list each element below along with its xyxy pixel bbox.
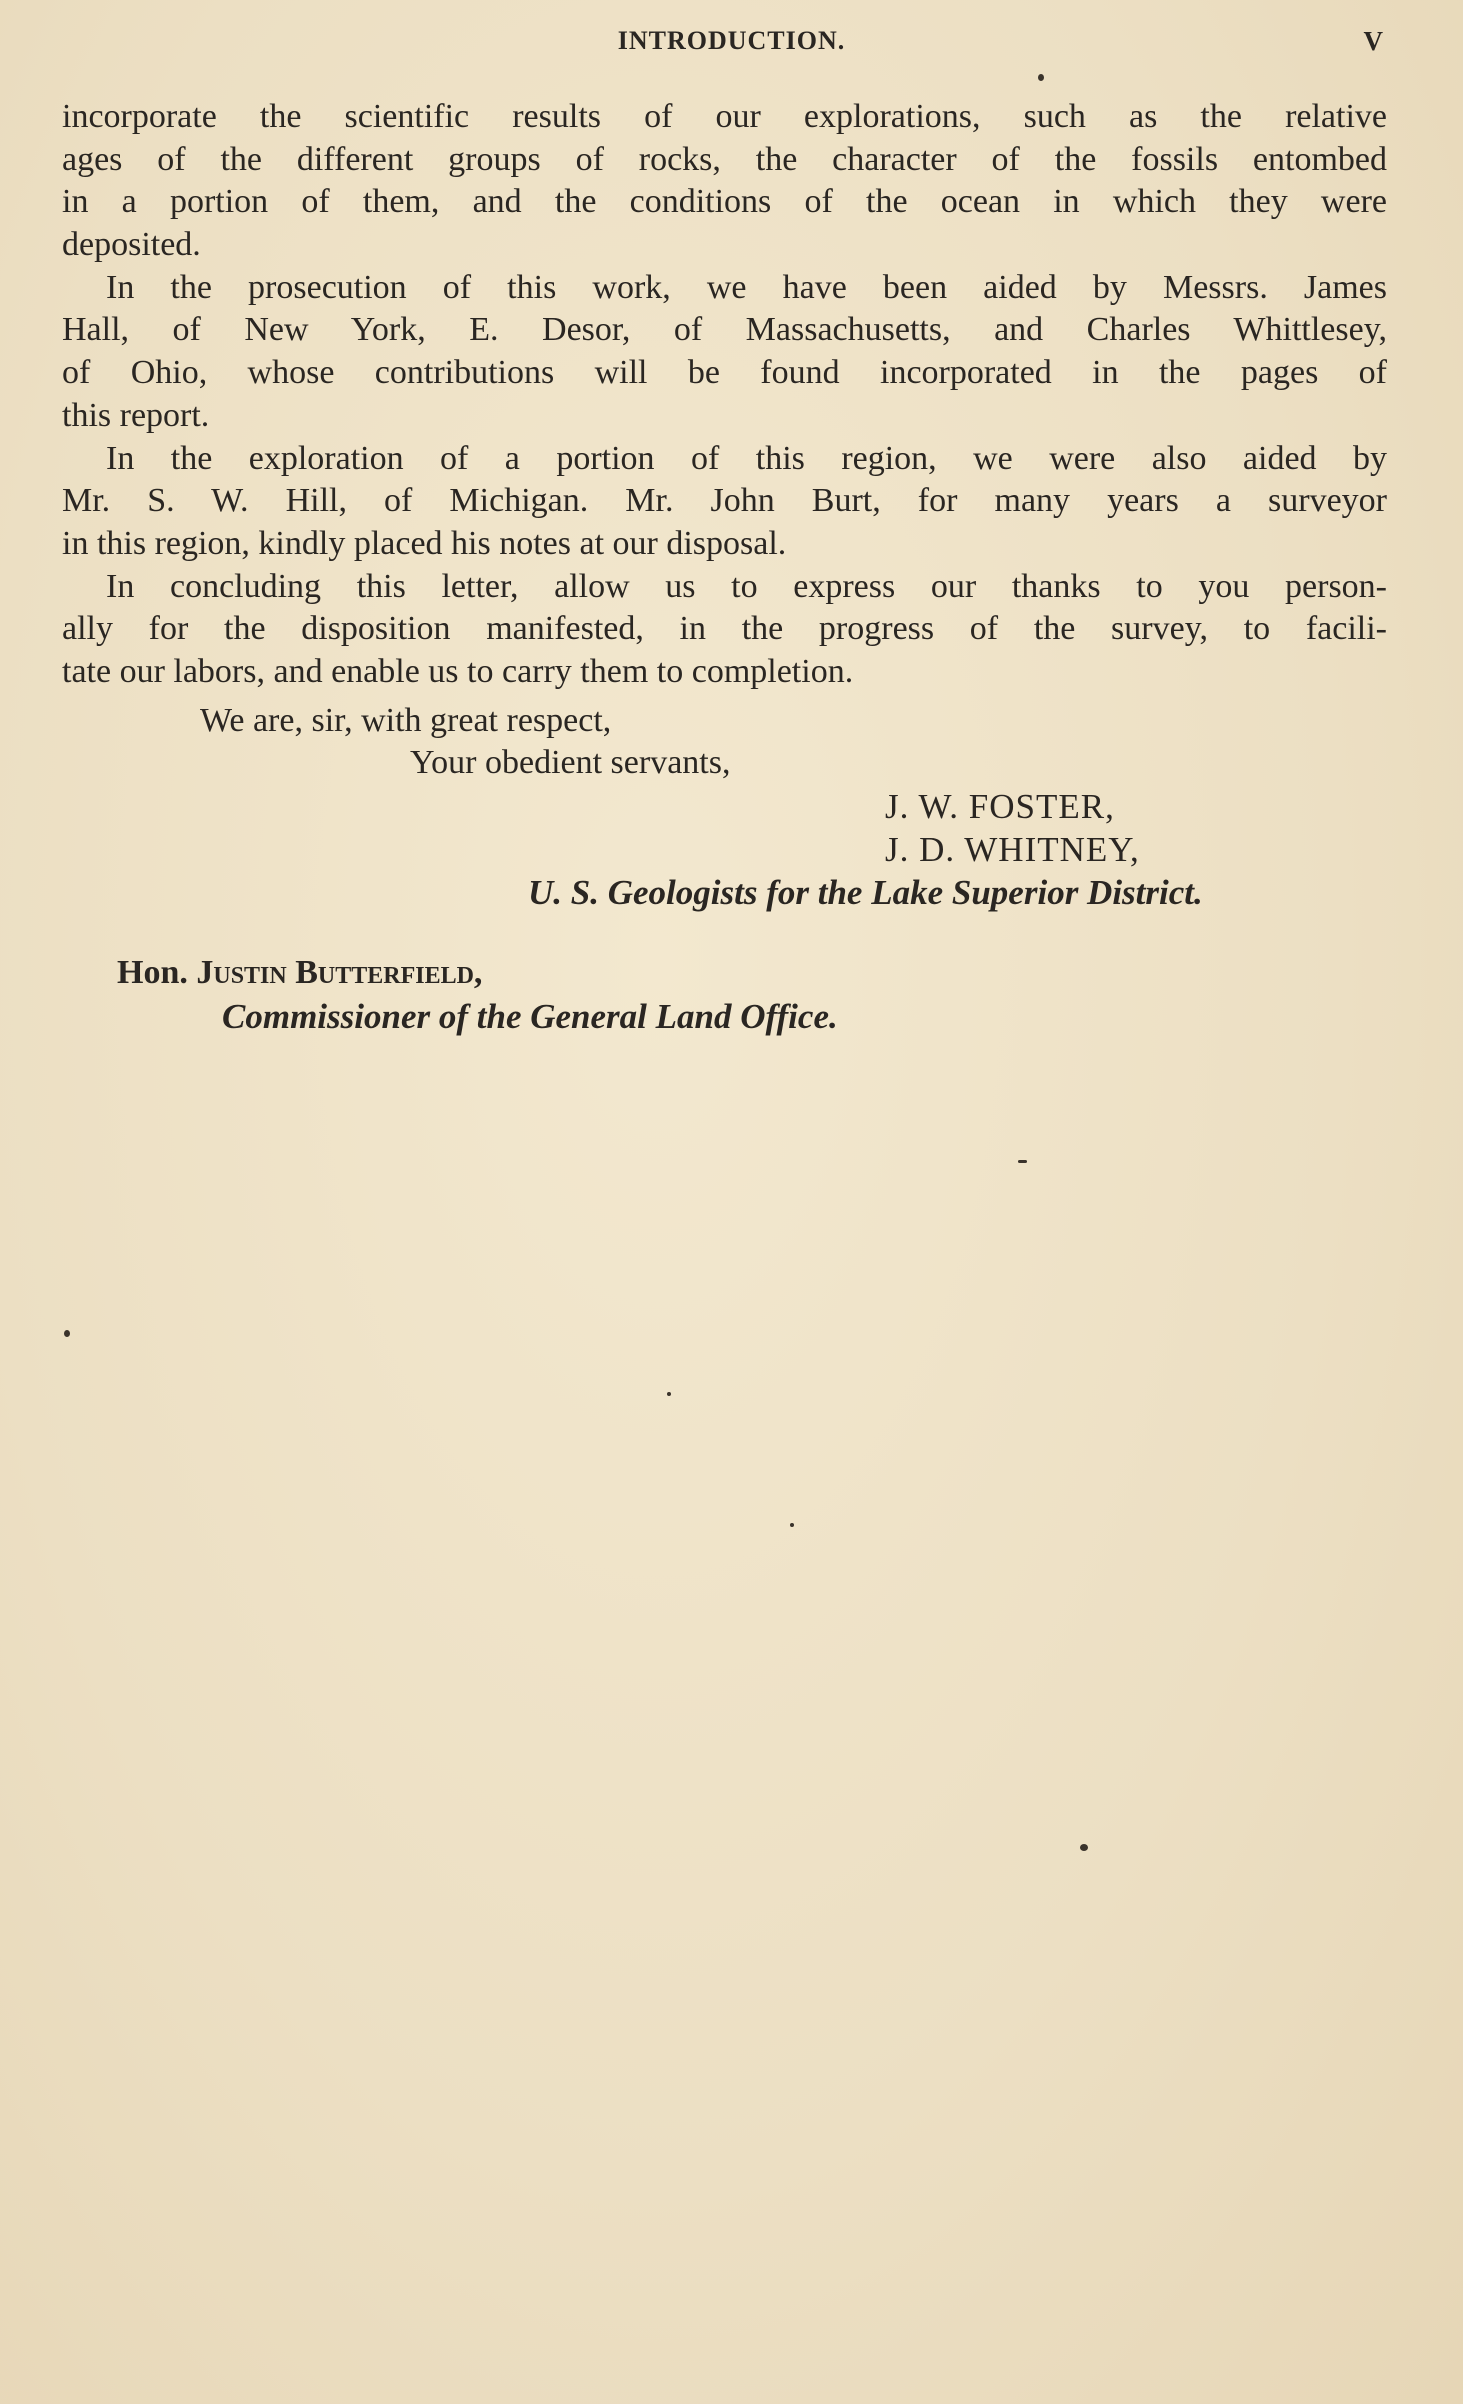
text-line: deposited.: [62, 226, 201, 264]
ink-speck: [790, 1523, 794, 1527]
running-title: INTRODUCTION.: [617, 26, 846, 55]
text-line: In concluding this letter, allow us to express our thanks to you person-: [106, 567, 1387, 605]
ink-speck: [1018, 1160, 1027, 1163]
closing-salutation: We are, sir, with great respect,: [200, 702, 612, 739]
text-line: Hall, of New York, E. Desor, of Massachusetts, and Charles Whittlesey,: [62, 311, 1387, 349]
text-line: ages of the different groups of rocks, the character of the fossils entombed: [62, 140, 1387, 178]
letter-body: [62, 96, 1387, 694]
addressee-person: Justin Butterfield,: [196, 954, 483, 991]
text-line: incorporate the scientific results of our explorations, such as the relative: [62, 98, 1387, 135]
addressee-name: [117, 952, 482, 994]
paragraph-1: [62, 96, 1387, 267]
text-line: in this region, kindly placed his notes at our disposal.: [62, 524, 787, 562]
ink-speck: [1038, 74, 1044, 81]
signature-whitney: J. D. WHITNEY,: [885, 830, 1140, 869]
paragraph-3: [62, 438, 1387, 566]
text-line: In the prosecution of this work, we have been aided by Messrs. James: [106, 268, 1387, 306]
paragraph-4: [62, 566, 1387, 694]
paragraph-2: [62, 267, 1387, 438]
ink-speck: [667, 1392, 671, 1396]
text-line: this report.: [62, 396, 210, 434]
text-line: ally for the disposition manifested, in the progress of the survey, to facili-: [62, 610, 1387, 648]
addressee-office: Commissioner of the General Land Office.: [222, 997, 838, 1036]
signature-foster: J. W. FOSTER,: [885, 787, 1115, 826]
closing-servants: Your obedient servants,: [410, 744, 731, 781]
signature-title: U. S. Geologists for the Lake Superior District.: [528, 873, 1203, 912]
text-line: in a portion of them, and the conditions of the ocean in which they were: [62, 183, 1387, 221]
addressee-prefix: Hon.: [117, 954, 197, 991]
text-line: Mr. S. W. Hill, of Michigan. Mr. John Burt, for many years a surveyor: [62, 482, 1387, 520]
ink-speck: [1080, 1844, 1088, 1851]
ink-speck: [64, 1330, 70, 1337]
text-line: tate our labors, and enable us to carry them to completion.: [62, 652, 854, 690]
text-line: of Ohio, whose contributions will be found incorporated in the pages of: [62, 354, 1387, 392]
running-head: [0, 26, 1463, 66]
page-number: V: [1363, 26, 1383, 56]
text-line: In the exploration of a portion of this region, we were also aided by: [106, 439, 1387, 477]
